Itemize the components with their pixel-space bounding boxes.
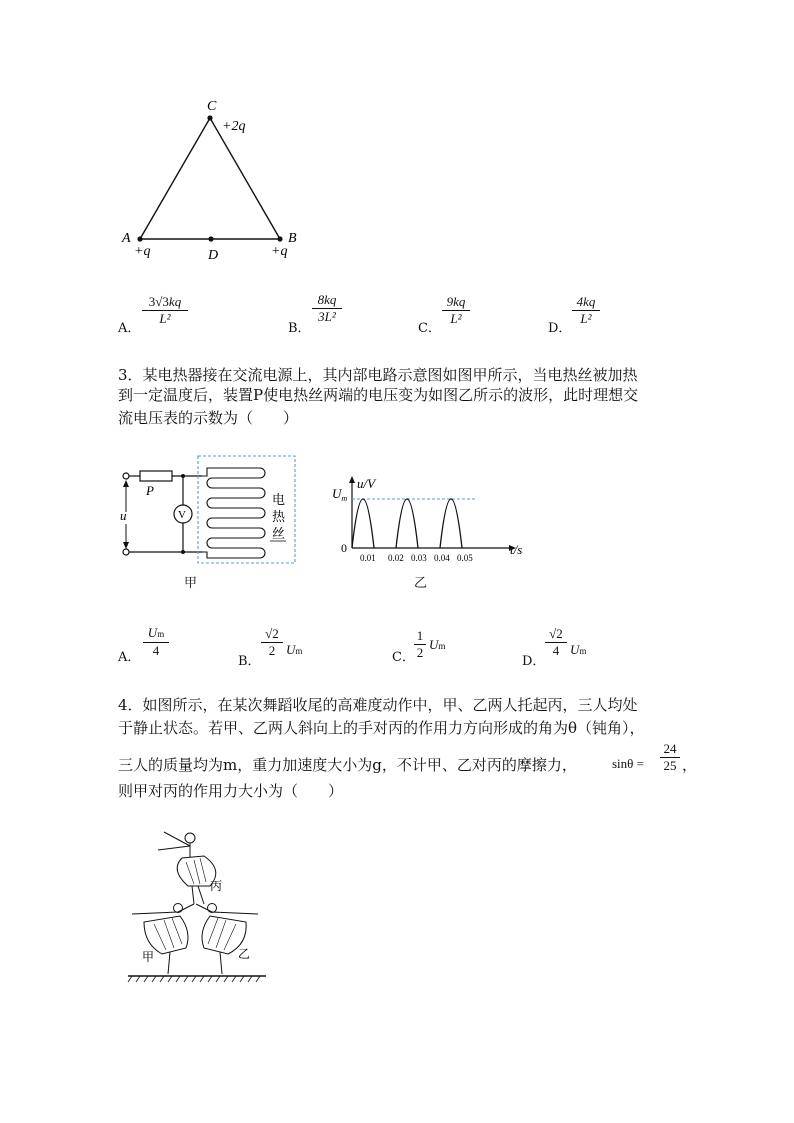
q3-b-num: √2 [265, 626, 279, 641]
q3-a-num-sub: m [157, 629, 165, 639]
q3-option-d-fraction [545, 626, 567, 659]
q3-d-tail-u: U [570, 642, 580, 657]
vertex-a-label: A [122, 231, 131, 246]
q4-sin-den: 25 [663, 758, 677, 773]
voltmeter-label: V [178, 509, 186, 521]
q2-b-num: 8kq [317, 292, 337, 307]
q2-a-num-var: kq [168, 294, 182, 309]
q4-sin-expression: sinθ = [612, 756, 644, 771]
q2-option-b-fraction [312, 292, 342, 325]
caption-yi: 乙 [414, 576, 428, 591]
q2-a-num-coef: 3√3 [148, 294, 169, 309]
origin-label: 0 [341, 541, 347, 555]
vertex-c-label: C [207, 99, 217, 114]
q3-question-line-2: 到一定温度后，装置P使电热丝两端的电压变为如图乙所示的波形，此时理想交 [118, 386, 639, 404]
point-d-label: D [208, 248, 219, 263]
charge-b-label: +q [271, 244, 288, 259]
device-p-label: P [146, 483, 154, 498]
x-axis-label: t/s [510, 542, 523, 557]
q3-option-d-letter[interactable]: D． [522, 654, 546, 669]
um-sub: m [341, 494, 348, 503]
q3-question-line-1: 3．某电热器接在交流电源上，其内部电路示意图如图甲所示，当电热丝被加热 [118, 366, 638, 384]
q4-question-line-3: 三人的质量均为m，重力加速度大小为g，不计甲、乙对丙的摩擦力， [118, 756, 577, 774]
waveform-figure-yi [330, 470, 530, 570]
q3-option-b-letter[interactable]: B． [238, 654, 261, 669]
q3-d-tail-sub: m [579, 646, 587, 656]
q3-question-line-3: 流电压表的示数为（ ） [118, 409, 299, 427]
q2-option-c-letter[interactable]: C． [418, 321, 441, 336]
tick-label-1: 0.02 [388, 553, 404, 563]
tick-label-4: 0.05 [457, 553, 473, 563]
heater-label-3: 丝 [272, 526, 286, 541]
q2-b-den: 3L² [318, 309, 336, 324]
q3-b-den: 2 [268, 643, 276, 658]
q2-d-den: L² [580, 311, 592, 326]
q3-d-den: 4 [552, 643, 560, 658]
dancer-bing-label: 丙 [210, 879, 223, 893]
y-axis-label: u/V [357, 476, 376, 491]
dancer-jia-label: 甲 [142, 950, 155, 964]
q2-a-den: L² [159, 311, 171, 326]
q3-option-c-fraction [414, 628, 426, 661]
q3-option-d-tail [570, 642, 586, 658]
q2-option-a-fraction [142, 294, 188, 327]
tick-label-3: 0.04 [434, 553, 450, 563]
um-main: U [332, 486, 342, 501]
q3-c-tail-u: U [429, 637, 439, 652]
q3-c-den: 2 [416, 645, 424, 660]
tick-label-2: 0.03 [411, 553, 427, 563]
dancer-yi-label: 乙 [238, 947, 251, 961]
q4-question-line-2: 于静止状态。若甲、乙两人斜向上的手对丙的作用力方向形成的角为θ（钝角）， [118, 719, 645, 737]
q3-d-num: √2 [549, 626, 563, 641]
q2-option-d-fraction [572, 294, 600, 327]
q3-option-b-fraction [261, 626, 283, 659]
q4-sin-fraction [660, 741, 680, 774]
q2-d-num: 4kq [576, 294, 596, 309]
q3-a-den: 4 [152, 643, 160, 658]
q3-b-tail-sub: m [295, 646, 303, 656]
q4-sin-num: 24 [663, 741, 677, 756]
source-u-label: u [120, 508, 127, 523]
q3-option-a-fraction [143, 625, 169, 659]
q4-line-3-end: ， [682, 756, 698, 774]
circuit-figure-jia [112, 450, 302, 590]
charge-c-label: +2q [222, 119, 246, 134]
q2-option-a-letter[interactable]: A． [118, 321, 141, 336]
triangle-figure [110, 90, 320, 270]
q3-a-num: U [147, 625, 158, 640]
q2-option-b-letter[interactable]: B． [288, 321, 311, 336]
charge-a-label: +q [134, 244, 151, 259]
q3-option-c-tail [429, 637, 445, 653]
q3-c-tail-sub: m [438, 641, 446, 651]
q3-option-c-letter[interactable]: C． [392, 650, 415, 665]
q3-b-tail-u: U [286, 642, 296, 657]
heater-label-1: 电 [272, 492, 286, 507]
vertex-b-label: B [288, 231, 297, 246]
q4-question-line-4: 则甲对丙的作用力大小为（ ） [118, 782, 344, 800]
um-label [332, 486, 347, 503]
q3-c-num: 1 [416, 628, 424, 643]
q2-option-d-letter[interactable]: D． [548, 321, 572, 336]
dancers-figure [124, 824, 274, 984]
heater-label-2: 热 [272, 509, 286, 524]
tick-label-0: 0.01 [360, 553, 376, 563]
q4-question-line-1: 4．如图所示，在某次舞蹈收尾的高难度动作中，甲、乙两人托起丙，三人均处 [118, 696, 638, 714]
q3-option-b-tail [286, 642, 302, 658]
q3-option-a-letter[interactable]: A． [118, 650, 141, 665]
q2-option-c-fraction [442, 294, 470, 327]
q2-c-num: 9kq [446, 294, 466, 309]
caption-jia: 甲 [184, 576, 198, 591]
q2-c-den: L² [450, 311, 462, 326]
